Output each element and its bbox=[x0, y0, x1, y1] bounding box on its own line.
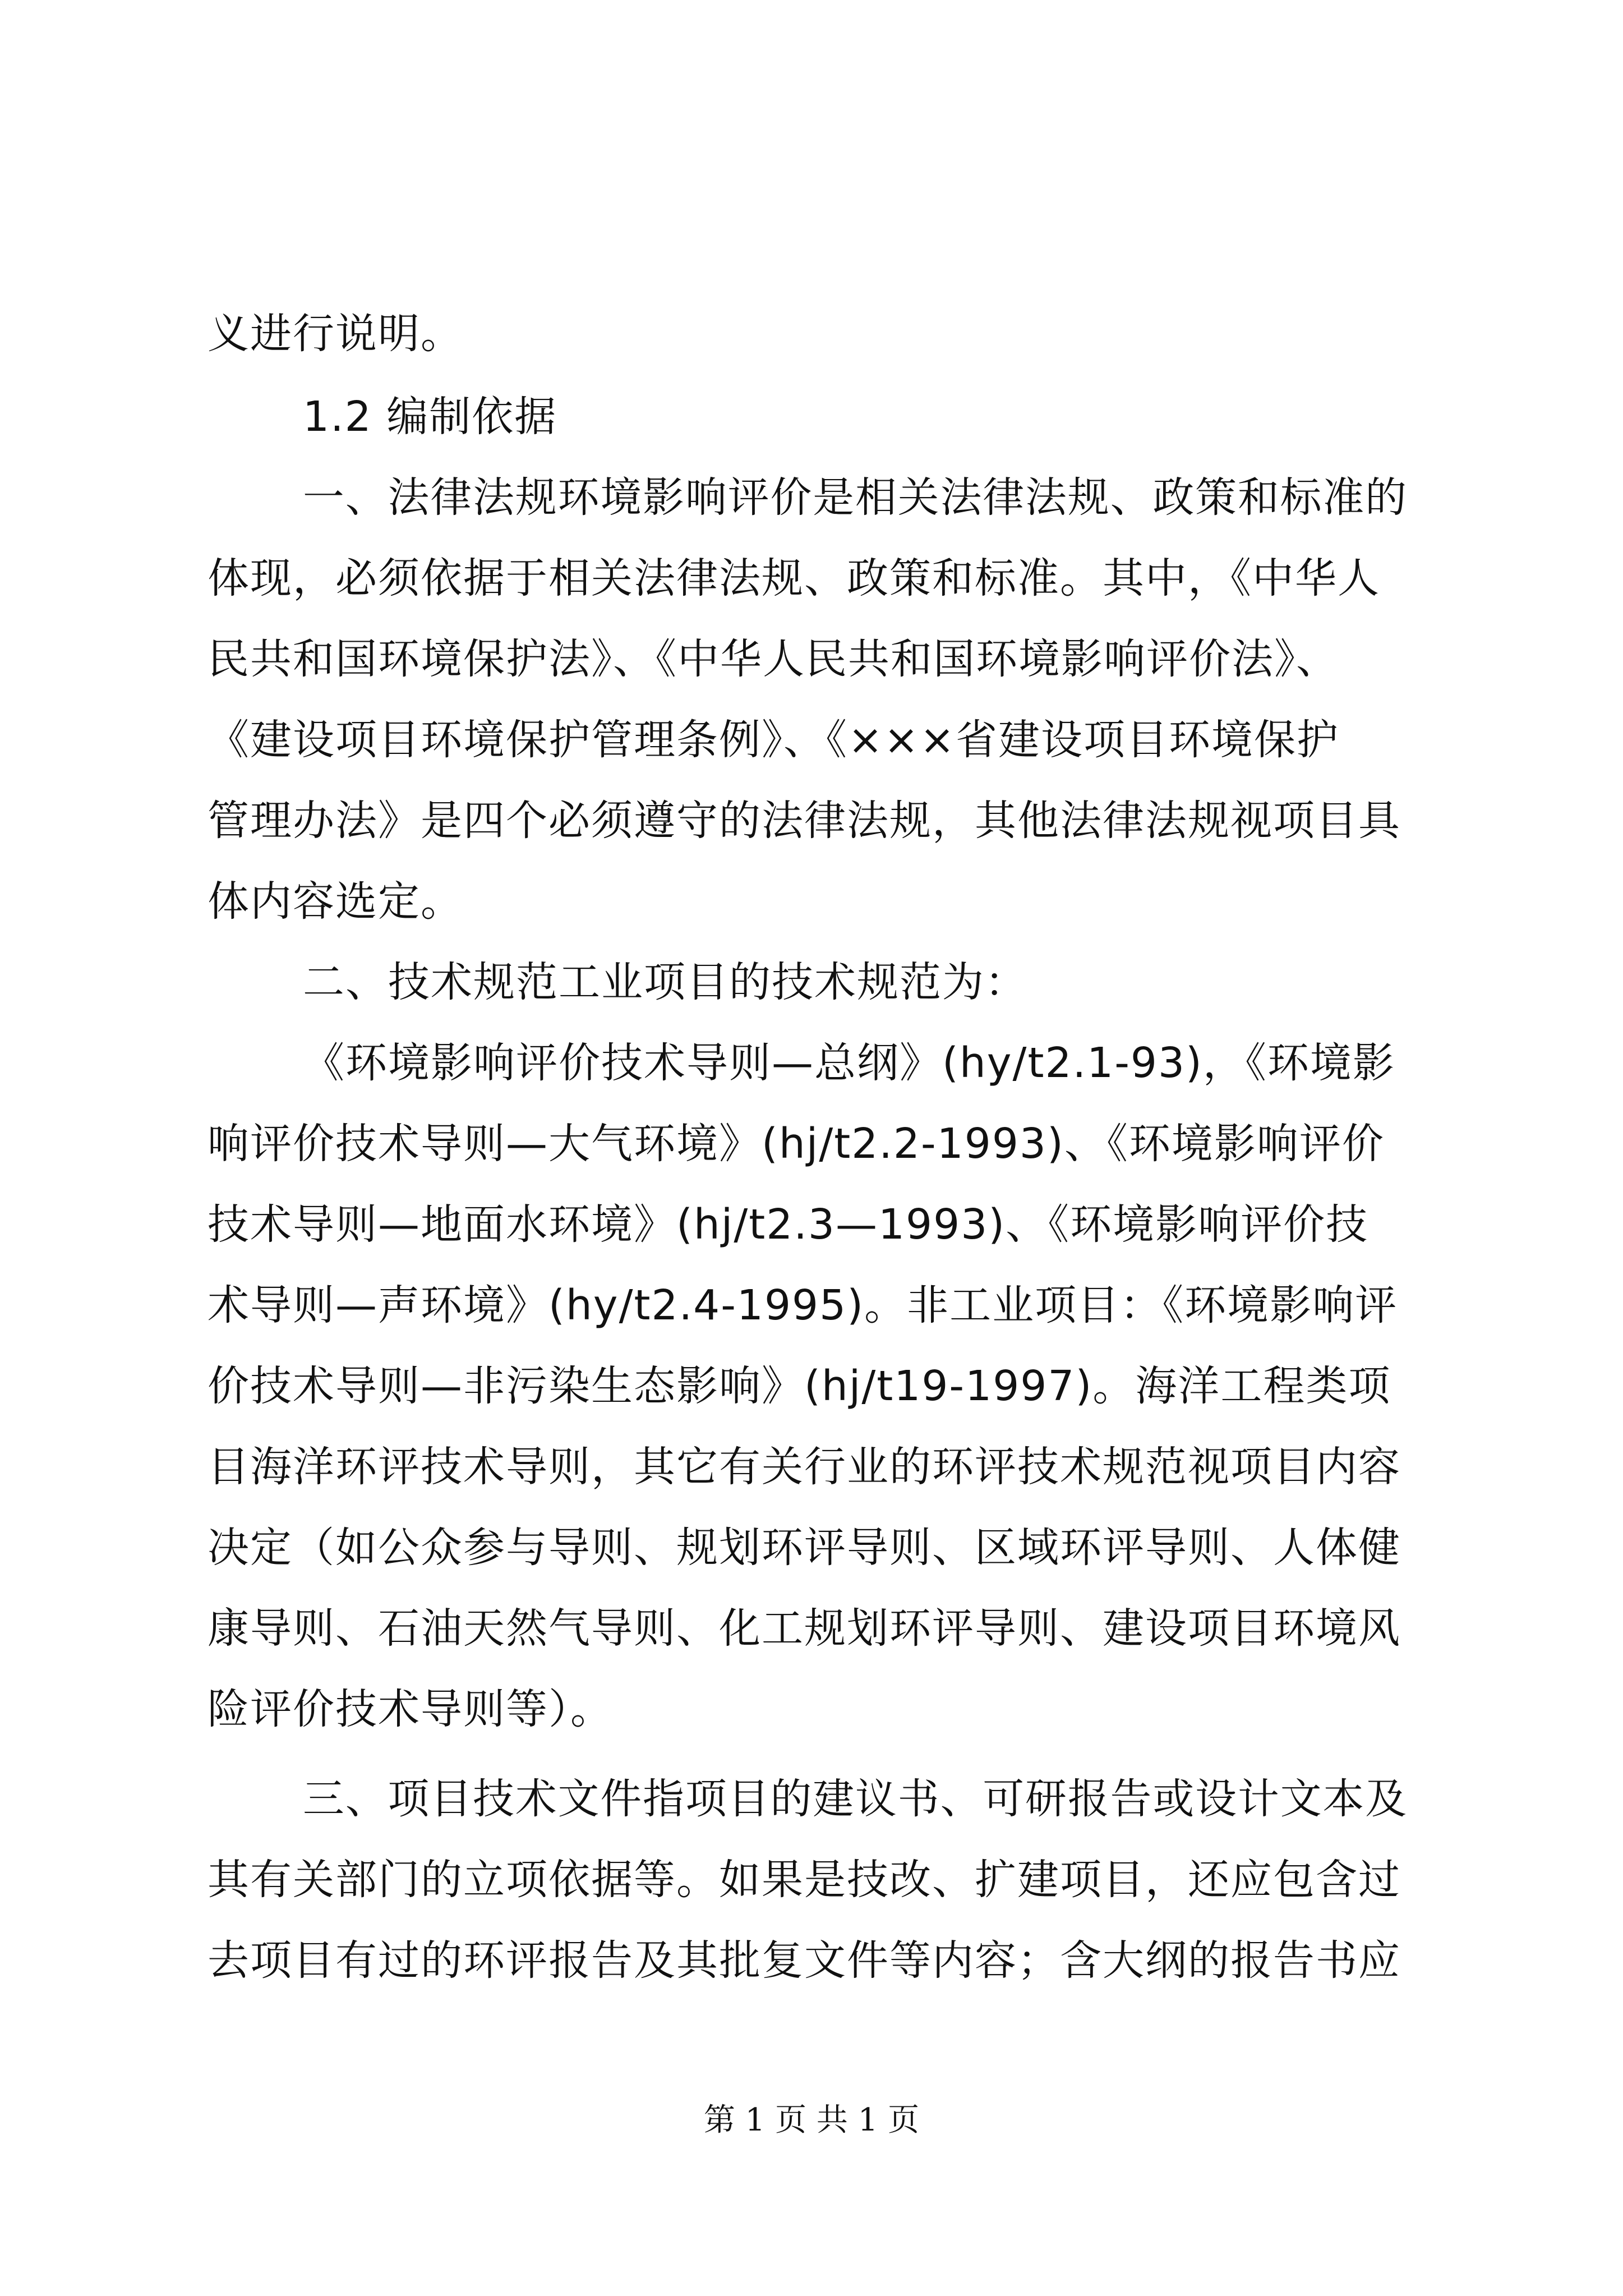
line-text: 其有关部门的立项依据等。如果是技改、扩建项目，还应包含过 bbox=[208, 1856, 1401, 1904]
line-text: 决定（如公众参与导则、规划环评导则、区域环评导则、人体健 bbox=[208, 1524, 1401, 1572]
text-line bbox=[0, 1274, 1623, 1336]
line-text: 体内容选定。 bbox=[208, 877, 463, 926]
paragraph-first-line bbox=[0, 467, 1623, 528]
line-text: 管理办法》是四个必须遵守的法律法规，其他法律法规视项目具 bbox=[208, 797, 1401, 845]
text-line bbox=[0, 1517, 1623, 1579]
page-footer bbox=[0, 2092, 1623, 2148]
text-line bbox=[0, 628, 1623, 690]
text-line bbox=[0, 303, 1623, 365]
line-text: 价技术导则—非污染生态影响》(hj/t19-1997)。海洋工程类项 bbox=[208, 1362, 1391, 1410]
text-line bbox=[0, 1849, 1623, 1911]
line-text: 术导则—声环境》(hy/t2.4-1995)。非工业项目：《环境影响评 bbox=[208, 1281, 1398, 1329]
line-text: 义进行说明。 bbox=[208, 310, 463, 358]
text-line bbox=[0, 871, 1623, 932]
text-line bbox=[0, 1598, 1623, 1659]
section-heading bbox=[0, 386, 1623, 448]
line-text: 目海洋环评技术导则，其它有关行业的环评技术规范视项目内容 bbox=[208, 1443, 1401, 1491]
text-line bbox=[0, 1930, 1623, 1991]
text-line bbox=[0, 1113, 1623, 1175]
line-text: 民共和国环境保护法》、《中华人民共和国环境影响评价法》、 bbox=[208, 635, 1339, 683]
paragraph-first-line bbox=[0, 1768, 1623, 1830]
line-text: 《建设项目环境保护管理条例》、《×××省建设项目环境保护 bbox=[208, 716, 1340, 764]
text-line bbox=[0, 790, 1623, 852]
line-text: 一、法律法规环境影响评价是相关法律法规、政策和标准的 bbox=[303, 473, 1408, 522]
line-text: 响评价技术导则—大气环境》(hj/t2.2-1993)、《环境影响评价 bbox=[208, 1120, 1385, 1168]
line-text: 去项目有过的环评报告及其批复文件等内容；含大纲的报告书应 bbox=[208, 1936, 1401, 1985]
line-text: 二、技术规范工业项目的技术规范为： bbox=[303, 958, 1027, 1006]
text-line bbox=[0, 1436, 1623, 1498]
line-text: 险评价技术导则等）。 bbox=[208, 1685, 613, 1733]
paragraph-first-line bbox=[0, 951, 1623, 1013]
section-heading-text: 1.2 编制依据 bbox=[303, 393, 557, 441]
line-text: 《环境影响评价技术导则—总纲》(hy/t2.1-93)，《环境影 bbox=[303, 1039, 1395, 1087]
page-number: 第 1 页 共 1 页 bbox=[703, 2102, 920, 2138]
line-text: 三、项目技术文件指项目的建议书、可研报告或设计文本及 bbox=[303, 1775, 1408, 1823]
text-line bbox=[0, 1678, 1623, 1740]
text-line bbox=[0, 1194, 1623, 1255]
line-text: 技术导则—地面水环境》(hj/t2.3—1993)、《环境影响评价技 bbox=[208, 1200, 1369, 1249]
text-line bbox=[0, 1355, 1623, 1417]
line-text: 康导则、石油天然气导则、化工规划环评导则、建设项目环境风 bbox=[208, 1604, 1401, 1653]
line-text: 体现，必须依据于相关法律法规、政策和标准。其中，《中华人 bbox=[208, 554, 1380, 602]
paragraph-first-line bbox=[0, 1032, 1623, 1094]
text-line bbox=[0, 709, 1623, 771]
text-line bbox=[0, 547, 1623, 609]
